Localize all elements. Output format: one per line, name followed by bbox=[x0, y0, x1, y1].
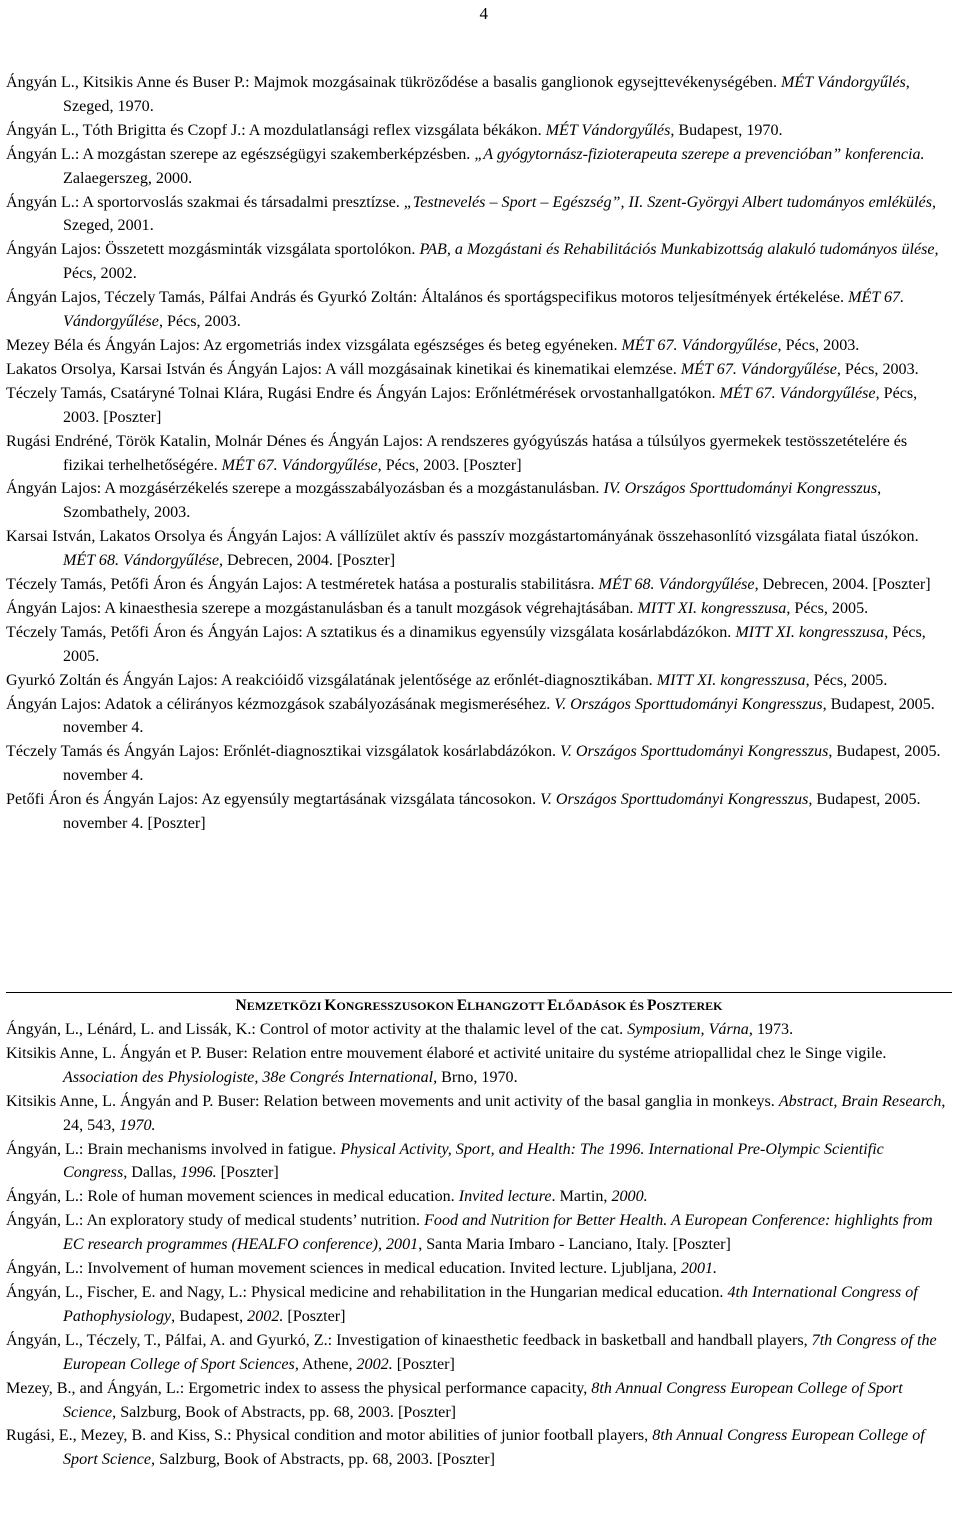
reference-text: , Pécs, 2003. bbox=[836, 360, 919, 378]
reference-entry bbox=[6, 334, 952, 358]
reference-text: Budapest, 2005. november 4. [Poszter] bbox=[63, 791, 921, 833]
reference-entry bbox=[6, 358, 952, 382]
reference-text: , Szeged, 1970. bbox=[63, 74, 910, 115]
reference-italic-text: „Testnevelés – Sport – Egészség”, II. Szent-Györgyi Albert tudományos emlékülés, bbox=[403, 193, 936, 211]
reference-italic-text: 8th Annual Congress European College of Sport Science, bbox=[63, 1427, 925, 1469]
reference-text: Ángyán, L.: An exploratory study of medical students’ nutrition. bbox=[6, 1212, 425, 1230]
reference-entry bbox=[6, 382, 952, 430]
heading-text-part: OSZTEREK bbox=[656, 999, 723, 1013]
reference-entry bbox=[6, 1257, 952, 1281]
heading-text-part: EMZETKÖZI bbox=[246, 999, 325, 1013]
reference-entry bbox=[6, 621, 952, 669]
reference-text: Ángyán, L.: Role of human movement sciences in medical education. bbox=[6, 1188, 459, 1206]
reference-italic-text: MÉT 67. Vándorgyűlése bbox=[221, 456, 378, 474]
reference-entry bbox=[6, 525, 952, 573]
reference-text: Szeged, 2001. bbox=[63, 217, 154, 235]
reference-italic-text: 1970. bbox=[119, 1116, 156, 1134]
reference-text: , Salzburg, Book of Abstracts, pp. 68, 2003. [Poszter] bbox=[112, 1403, 457, 1421]
reference-text: Téczely Tamás és Ángyán Lajos: Erőnlét-diagnosztikai vizsgálatok kosárlabdázókon. bbox=[6, 743, 561, 761]
reference-text: Salzburg, Book of Abstracts, pp. 68, 2003. [Poszter] bbox=[155, 1451, 495, 1469]
reference-text: Ángyán, L.: Involvement of human movement sciences in medical education. Invited lecture. Ljubljana, bbox=[6, 1260, 681, 1278]
reference-text: Kitsikis Anne, L. Ángyán et P. Buser: Relation entre mouvement élaboré et activité unitaire du systéme atriopallidal chez le Singe vigile. bbox=[6, 1044, 887, 1062]
reference-text: Dallas, bbox=[127, 1164, 181, 1182]
reference-text: , Debrecen, 2004. [Poszter] bbox=[754, 576, 931, 594]
reference-text: Zalaegerszeg, 2000. bbox=[63, 169, 193, 187]
section-divider bbox=[6, 992, 952, 993]
reference-italic-text: MÉT Vándorgyűlés bbox=[781, 74, 906, 91]
reference-text: Téczely Tamás, Petőfi Áron és Ángyán Lajos: A testméretek hatása a posturalis stabilitásra. bbox=[6, 576, 599, 594]
reference-entry bbox=[6, 238, 952, 286]
reference-entry bbox=[6, 740, 952, 788]
reference-text: , Pécs, 2003. [Poszter] bbox=[63, 384, 918, 426]
reference-entry bbox=[6, 477, 952, 525]
reference-entry bbox=[6, 1090, 952, 1138]
reference-text: Ángyán, L.: Brain mechanisms involved in fatigue. bbox=[6, 1140, 341, 1158]
reference-entry bbox=[6, 1424, 952, 1472]
reference-text: Petőfi Áron és Ángyán Lajos: Az egyensúly megtartásának vizsgálata táncosokon. bbox=[6, 791, 541, 809]
reference-text: Ángyán, L., Lénárd, L. and Lissák, K.: Control of motor activity at the thalamic level of the cat. bbox=[6, 1021, 628, 1038]
reference-entry bbox=[6, 143, 952, 191]
reference-text: Kitsikis Anne, L. Ángyán and P. Buser: Relation between movements and unit activity of the basal ganglia in monkeys. bbox=[6, 1092, 779, 1110]
reference-entry bbox=[6, 1329, 952, 1377]
reference-italic-text: Invited lecture bbox=[458, 1188, 552, 1206]
reference-text: , Pécs, 2003. bbox=[158, 313, 241, 331]
reference-text: Ángyán Lajos: Adatok a célirányos kézmozgások szabályozásának megismeréséhez. bbox=[6, 695, 555, 713]
heading-text-part: LŐADÁSOK ÉS bbox=[557, 999, 647, 1013]
reference-entry bbox=[6, 1138, 952, 1186]
reference-italic-text: MÉT Vándorgyűlés, bbox=[545, 121, 675, 139]
reference-entry bbox=[6, 430, 952, 478]
reference-entry bbox=[6, 1209, 952, 1257]
reference-entry bbox=[6, 573, 952, 597]
reference-italic-text: MÉT 67. Vándorgyűlése bbox=[719, 384, 876, 402]
reference-text: Téczely Tamás, Petőfi Áron és Ángyán Lajos: A sztatikus és a dinamikus egyensúly vizsgálata kosárlabdázókon. bbox=[6, 623, 736, 641]
reference-entry bbox=[6, 1018, 952, 1042]
reference-text: Pécs, 2002. bbox=[63, 265, 137, 283]
reference-text: , Budapest, 2005. november 4. bbox=[63, 743, 941, 785]
reference-text: Debrecen, 2004. [Poszter] bbox=[223, 552, 396, 570]
reference-entry bbox=[6, 286, 952, 334]
reference-italic-text: Association des Physiologiste, 38e Congrés International, bbox=[63, 1068, 438, 1086]
reference-entry bbox=[6, 1377, 952, 1425]
reference-text: Ángyán L., Tóth Brigitta és Czopf J.: A mozdulatlansági reflex vizsgálata békákon. bbox=[6, 121, 546, 139]
reference-text: Ángyán L.: A sportorvoslás szakmai és társadalmi presztízse. bbox=[6, 193, 404, 211]
reference-text: [Poszter] bbox=[392, 1355, 455, 1373]
reference-italic-text: MÉT 68. Vándorgyűlése bbox=[598, 576, 755, 594]
heading-text-part: N bbox=[235, 997, 247, 1014]
heading-text-part: E bbox=[547, 997, 558, 1014]
reference-text: , Pécs, 2003. bbox=[777, 336, 860, 354]
reference-italic-text: Physical Activity, Sport, and Health: The 1996. International Pre-Olympic Scientific Congress, bbox=[63, 1140, 884, 1182]
reference-text: Athene, bbox=[298, 1355, 357, 1373]
reference-entry bbox=[6, 693, 952, 741]
reference-italic-text: V. Országos Sporttudományi Kongresszus bbox=[554, 695, 823, 713]
reference-italic-text: PAB, a Mozgástani és Rehabilitációs Munkabizottság alakuló tudományos ülése, bbox=[419, 241, 939, 259]
reference-text: , 1973. bbox=[748, 1021, 794, 1038]
reference-italic-text: 1996. bbox=[180, 1164, 217, 1182]
reference-text: , Pécs, 2005. bbox=[805, 671, 888, 689]
reference-text: Rugási, E., Mezey, B. and Kiss, S.: Physical condition and motor abilities of junior football players, bbox=[6, 1427, 653, 1445]
reference-italic-text: MÉT 67. Vándorgyűlése bbox=[63, 289, 905, 331]
reference-text: , Pécs, 2005. bbox=[63, 623, 926, 665]
reference-text: , Budapest, bbox=[171, 1307, 248, 1325]
reference-text: , Pécs, 2005. bbox=[786, 599, 869, 617]
reference-entry bbox=[6, 788, 952, 836]
reference-italic-text: MITT XI. kongresszusa bbox=[735, 623, 885, 641]
reference-text: Brno, 1970. bbox=[437, 1068, 518, 1086]
reference-text: Budapest, 1970. bbox=[674, 121, 783, 139]
reference-italic-text: 7th Congress of the European College of Sport Sciences, bbox=[63, 1331, 937, 1373]
reference-text: Ángyán Lajos: Összetett mozgásminták vizsgálata sportolókon. bbox=[6, 241, 420, 259]
reference-italic-text: 8th Annual Congress European College of Sport Science bbox=[63, 1379, 903, 1421]
heading-text-part: LHANGZOTT bbox=[467, 999, 548, 1013]
reference-italic-text: Abstract, Brain Research bbox=[778, 1092, 942, 1110]
reference-text: Lakatos Orsolya, Karsai István és Ángyán Lajos: A váll mozgásainak kinetikai és kinematikai elemzése. bbox=[6, 360, 681, 378]
reference-text: Ángyán, L., Téczely, T., Pálfai, A. and Gyurkó, Z.: Investigation of kinaesthetic feedback in basketball and handball players, bbox=[6, 1331, 812, 1349]
reference-entry bbox=[6, 191, 952, 239]
reference-text: [Poszter] bbox=[216, 1164, 279, 1182]
reference-italic-text: V. Országos Sporttudományi Kongresszus bbox=[560, 743, 829, 761]
reference-italic-text: 2002. bbox=[247, 1307, 284, 1325]
heading-text-part: ONGRESSZUSOKON bbox=[336, 999, 457, 1013]
page-number: 4 bbox=[479, 4, 488, 23]
reference-italic-text: Food and Nutrition for Better Health. A European Conference: highlights from EC research programmes (HEALFO conference), 2001 bbox=[63, 1212, 933, 1254]
reference-text: Ángyán L.: A mozgástan szerepe az egészségügyi szakemberképzésben. bbox=[6, 145, 475, 163]
reference-italic-text: 4th International Congress of Pathophysiology bbox=[63, 1283, 918, 1325]
reference-italic-text: Symposium, Várna bbox=[627, 1021, 749, 1038]
reference-text: Ángyán Lajos: A kinaesthesia szerepe a mozgástanulásban és a tanult mozgások végrehajtásában. bbox=[6, 599, 638, 617]
reference-text: Gyurkó Zoltán és Ángyán Lajos: A reakcióidő vizsgálatának jelentősége az erőnlét-diagnosztikában. bbox=[6, 671, 657, 689]
reference-text: Ángyán Lajos: A mozgásérzékelés szerepe a mozgásszabályozásban és a mozgástanulásban. bbox=[6, 480, 604, 498]
reference-italic-text: MÉT 67. Vándorgyűlése bbox=[621, 336, 778, 354]
reference-entry bbox=[6, 597, 952, 621]
reference-italic-text: 2001. bbox=[680, 1260, 718, 1278]
reference-text: Mezey, B., and Ángyán, L.: Ergometric index to assess the physical performance capacity, bbox=[6, 1379, 592, 1397]
reference-entry bbox=[6, 669, 952, 693]
reference-text: [Poszter] bbox=[283, 1307, 346, 1325]
section-heading bbox=[6, 996, 952, 1016]
reference-entry bbox=[6, 1281, 952, 1329]
reference-entry bbox=[6, 71, 952, 119]
reference-italic-text: MITT XI. kongresszusa bbox=[637, 599, 787, 617]
reference-text: Ángyán L., Kitsikis Anne és Buser P.: Majmok mozgásainak tükröződése a basalis ganglionok egysejttevékenységében. bbox=[6, 74, 782, 91]
reference-text: Ángyán, L., Fischer, E. and Nagy, L.: Physical medicine and rehabilitation in the Hungarian medical education. bbox=[6, 1283, 728, 1301]
reference-italic-text: MITT XI. kongresszusa bbox=[656, 671, 806, 689]
reference-entry bbox=[6, 1185, 952, 1209]
reference-italic-text: „A gyógytornász-fizioterapeuta szerepe a prevencióban” konferencia. bbox=[474, 145, 925, 163]
reference-entry bbox=[6, 1042, 952, 1090]
reference-italic-text: 2002. bbox=[356, 1355, 393, 1373]
reference-text: , Budapest, 2005. november 4. bbox=[63, 695, 935, 737]
reference-text: , 24, 543, bbox=[63, 1092, 946, 1134]
reference-text: Rugási Endréné, Török Katalin, Molnár Dénes és Ángyán Lajos: A rendszeres gyógyúszás hatása a túlsúlyos gyermekek testösszetételére és fizikai terhelhetőségére. bbox=[6, 432, 908, 474]
reference-italic-text: MÉT 68. Vándorgyűlése, bbox=[63, 552, 224, 570]
heading-text-part: E bbox=[456, 997, 468, 1014]
reference-italic-text: MÉT 67. Vándorgyűlése bbox=[680, 360, 837, 378]
reference-text: Mezey Béla és Ángyán Lajos: Az ergometriás index vizsgálata egészséges és beteg egyéneken. bbox=[6, 336, 622, 354]
reference-text: . Martin, bbox=[551, 1188, 612, 1206]
reference-text: Téczely Tamás, Csatáryné Tolnai Klára, Rugási Endre és Ángyán Lajos: Erőnlétmérések orvostanhallgatókon. bbox=[6, 384, 720, 402]
reference-italic-text: 2000. bbox=[611, 1188, 648, 1206]
reference-text: , Pécs, 2003. [Poszter] bbox=[377, 456, 522, 474]
reference-text: Ángyán Lajos, Téczely Tamás, Pálfai András és Gyurkó Zoltán: Általános és sportágspecifikus motoros teljesítmények értékelése. bbox=[6, 289, 849, 307]
reference-text: Karsai István, Lakatos Orsolya és Ángyán Lajos: A vállízület aktív és passzív mozgástartományának összehasonlító vizsgálata fiatal úszókon. bbox=[6, 528, 919, 546]
hungarian-references-list bbox=[6, 71, 952, 836]
international-references-list bbox=[6, 1018, 952, 1472]
reference-entry bbox=[6, 119, 952, 143]
reference-text: , Santa Maria Imbaro - Lanciano, Italy. [Poszter] bbox=[418, 1236, 731, 1254]
reference-text: , Szombathely, 2003. bbox=[63, 480, 882, 522]
reference-italic-text: IV. Országos Sporttudományi Kongresszus bbox=[603, 480, 878, 498]
heading-text-part: P bbox=[647, 997, 657, 1014]
reference-italic-text: V. Országos Sporttudományi Kongresszus, bbox=[540, 791, 813, 809]
heading-text-part: K bbox=[324, 997, 337, 1014]
